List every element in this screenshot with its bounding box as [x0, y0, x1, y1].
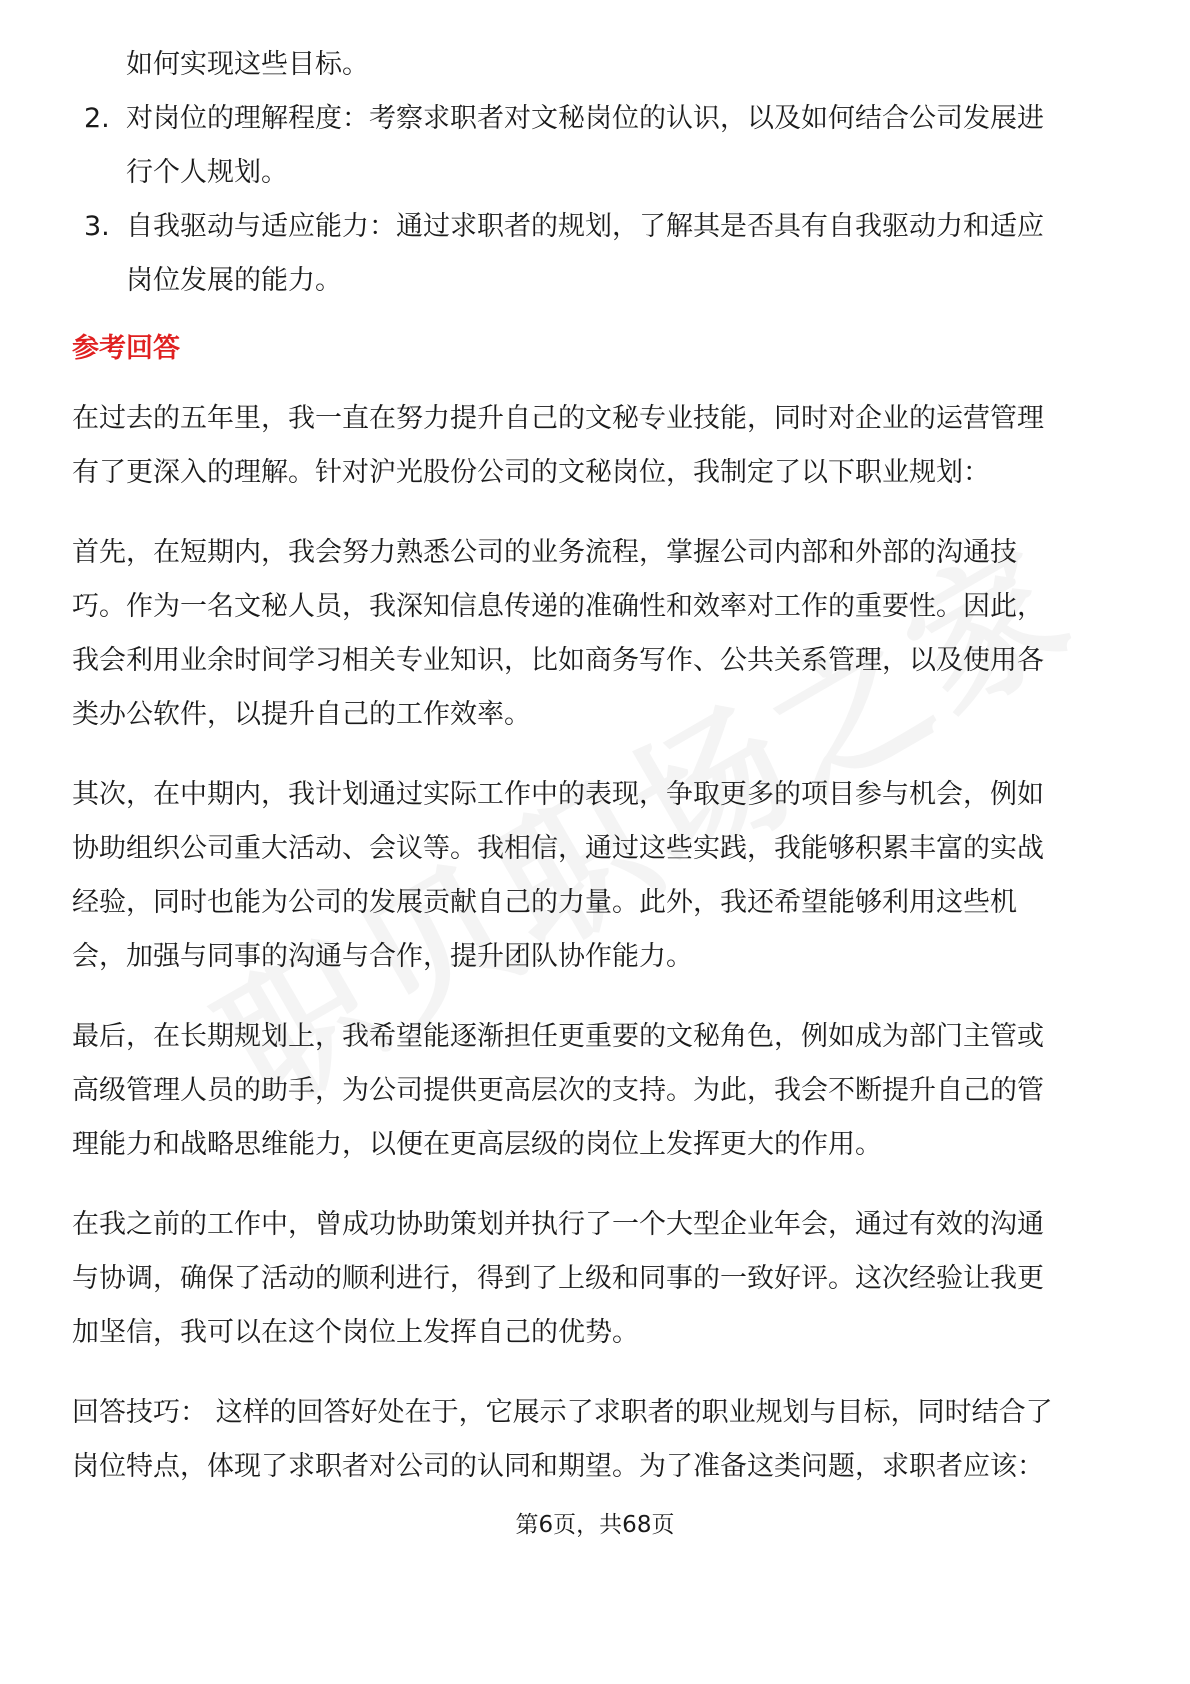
- list-item-line: 岗位发展的能力。: [126, 265, 342, 296]
- page-number: 第6页，共68页: [515, 1512, 675, 1538]
- paragraph-line: 会，加强与同事的沟通与合作，提升团队协作能力。: [72, 941, 693, 972]
- paragraph-line: 在过去的五年里，我一直在努力提升自己的文秘专业技能，同时对企业的运营管理: [72, 403, 1044, 434]
- paragraph-line: 加坚信，我可以在这个岗位上发挥自己的优势。: [72, 1317, 639, 1348]
- paragraph-line: 理能力和战略思维能力，以便在更高层级的岗位上发挥更大的作用。: [72, 1129, 882, 1160]
- list-item-line: 对岗位的理解程度：考察求职者对文秘岗位的认识，以及如何结合公司发展进: [126, 103, 1044, 134]
- paragraph-line: 经验，同时也能为公司的发展贡献自己的力量。此外，我还希望能够利用这些机: [72, 887, 1017, 918]
- list-number: 3.: [84, 211, 110, 242]
- paragraph-line: 有了更深入的理解。针对沪光股份公司的文秘岗位，我制定了以下职业规划：: [72, 457, 990, 488]
- paragraph-line: 巧。作为一名文秘人员，我深知信息传递的准确性和效率对工作的重要性。因此，: [72, 591, 1044, 622]
- section-heading: 参考回答: [72, 333, 180, 364]
- paragraph-line: 最后，在长期规划上，我希望能逐渐担任更重要的文秘角色，例如成为部门主管或: [72, 1021, 1044, 1052]
- paragraph-line: 类办公软件，以提升自己的工作效率。: [72, 699, 531, 730]
- list-number: 2.: [84, 103, 110, 134]
- paragraph-line: 在我之前的工作中，曾成功协助策划并执行了一个大型企业年会，通过有效的沟通: [72, 1209, 1044, 1240]
- paragraph-line: 回答技巧： 这样的回答好处在于，它展示了求职者的职业规划与目标，同时结合了: [72, 1397, 1053, 1428]
- paragraph-line: 其次，在中期内，我计划通过实际工作中的表现，争取更多的项目参与机会，例如: [72, 779, 1044, 810]
- paragraph-line: 协助组织公司重大活动、会议等。我相信，通过这些实践，我能够积累丰富的实战: [72, 833, 1044, 864]
- paragraph-line: 首先，在短期内，我会努力熟悉公司的业务流程，掌握公司内部和外部的沟通技: [72, 537, 1017, 568]
- list-item-line: 自我驱动与适应能力：通过求职者的规划，了解其是否具有自我驱动力和适应: [126, 211, 1044, 242]
- paragraph-line: 与协调，确保了活动的顺利进行，得到了上级和同事的一致好评。这次经验让我更: [72, 1263, 1044, 1294]
- paragraph-line: 我会利用业余时间学习相关专业知识，比如商务写作、公共关系管理，以及使用各: [72, 645, 1044, 676]
- list-item-line: 行个人规划。: [126, 157, 288, 188]
- list-item-continuation: 如何实现这些目标。: [126, 49, 369, 80]
- paragraph-line: 岗位特点，体现了求职者对公司的认同和期望。为了准备这类问题，求职者应该：: [72, 1451, 1044, 1482]
- paragraph-line: 高级管理人员的助手，为公司提供更高层次的支持。为此，我会不断提升自己的管: [72, 1075, 1044, 1106]
